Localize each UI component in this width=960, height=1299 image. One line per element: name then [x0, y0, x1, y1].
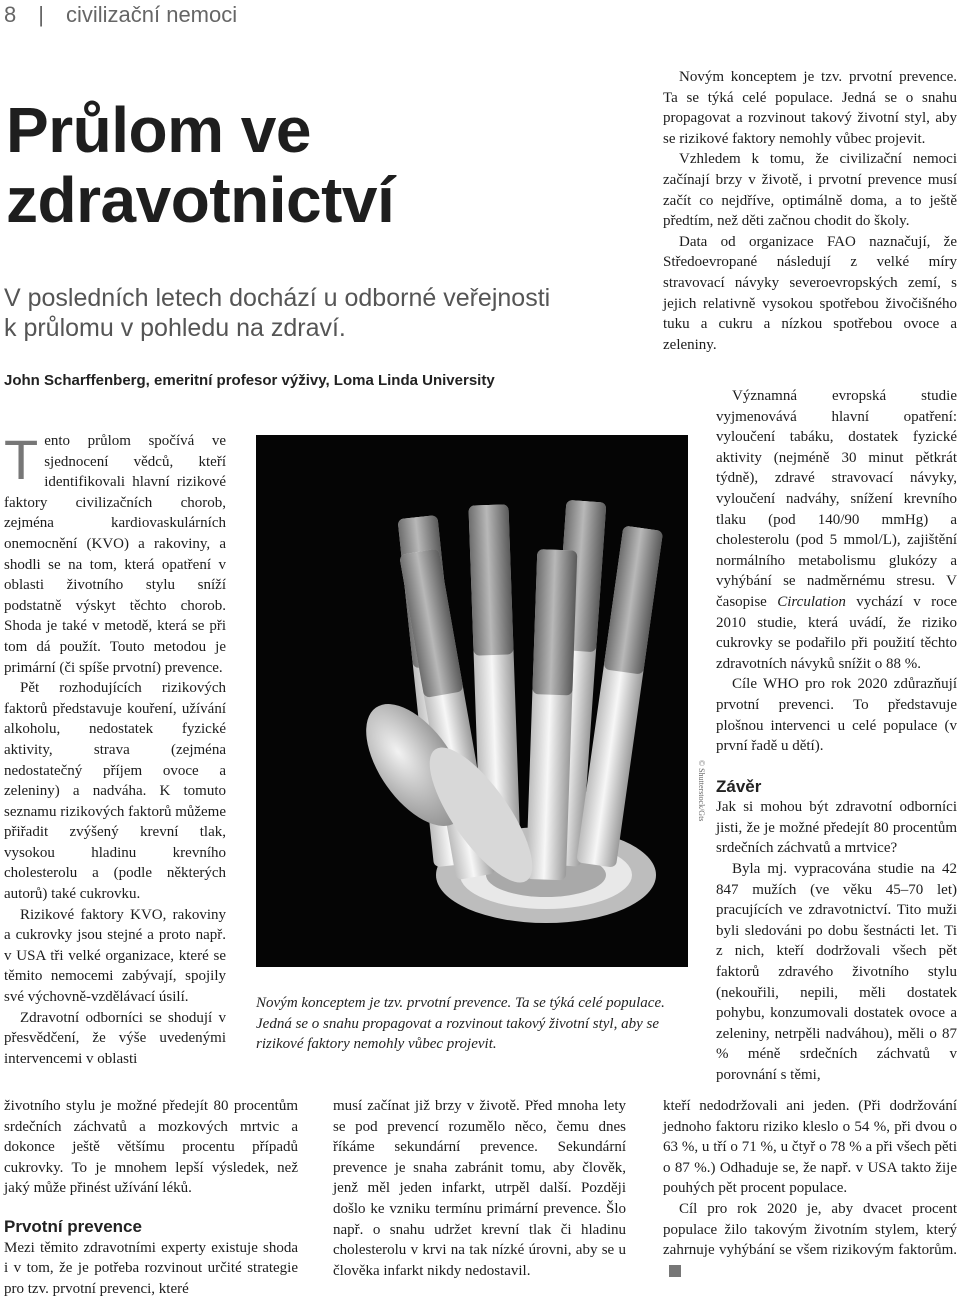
paragraph-experts-a: Zdravotní odborníci se shodují v přesvědčení, že výše uvedenými intervencemi v oblasti	[4, 1009, 226, 1067]
subtitle-line-1: V posledních letech dochází u odborné veřejnosti	[4, 284, 551, 312]
left-column	[4, 428, 226, 1069]
running-header	[4, 2, 237, 28]
paragraph-intro: Tento průlom spočívá ve sjednocení vědců, kteří identifikovali hlavní rizikové faktory civilizačních chorob, zejména kardiovaskulárních onemocnění (KVO) a rakoviny, a shodli se na tom, která opatření v oblasti životního stylu sníží podstatně výskyt těchto chorob. Shoda je také v metodě, která se při tom dá použít. Touto metodou je primární (či spíše prvotní) prevence.	[4, 428, 226, 676]
heading-primary-prevention: Prvotní prevence	[4, 1216, 142, 1236]
paragraph-early-life: Vzhledem k tomu, že civilizační nemoci začínají brzy v životě, i prvotní prevence musí začít co nejdříve, optimálně doma, a to ještě předtím, než děti začnou chodit do školy.	[663, 151, 957, 230]
article-title	[6, 95, 466, 235]
photo-illustration	[256, 435, 688, 967]
right-column-top	[663, 67, 957, 355]
paragraph-experts-b: životního stylu je možné předejít 80 procentům srdečních záchvatů a mozkových mrtvic a dokonce ještě většímu procentu případů cukrovky. To je mnohem lepší výsledek, než jaký může přinést užívání léků.	[4, 1098, 298, 1197]
right-column-bottom	[663, 1096, 957, 1281]
paragraph-conclusion-question: Jak si mohou být zdravotní odborníci jisti, že je možné předejít 80 procentům srdečních záchvatů a mrtvice?	[716, 799, 957, 857]
title-line-1: Průlom ve	[6, 94, 311, 166]
paragraph-european-study: Významná evropská studie vyjmenovává hlavní opatření: vyloučení tabáku, dostatek fyzické aktivity (nejméně 30 minut pětkrát týdně), zdravé stravovací návyky, vyloučení nadváhy, snížení krevního tlaku (pod 140/90 mmHg) a cholesterolu (pod 5 mmol/L), zajištění normálního metabolismu glukózy a vyhýbání se nadměrnému stresu. V časopise Circulation vychází v roce 2010 studie, která uvádí, že riziko cukrovky se podařilo při použití těchto zdravotních návyků snížit o 88 %.	[716, 388, 957, 672]
middle-column	[333, 1096, 626, 1281]
title-line-2: zdravotnictví	[6, 164, 395, 236]
paragraph-study-men-a: Byla mj. vypracována studie na 42 847 mužích (ve věku 45–70 let) pracujících ve zdravotnictví. Tito muži byli sledováni po dobu šestnácti let. Ti z nich, kteří dodržovali všech pět faktorů zdravého životního stylu (nekouřili, nepili, měli dostatek pohybu, konzumovali dostatek ovoce a zeleniny, netrpěli nadváhou), měli o 87 % méně srdečních záchvatů v porovnání s těmi,	[716, 861, 957, 1083]
header-separator: |	[38, 2, 44, 27]
paragraph-risk-factors: Pět rozhodujících rizikových faktorů představuje kouření, užívání alkoholu, nedostatek fyzické aktivity, strava (zejména nedostatečný příjem ovoce a zeleniny) a nadváha. K tomuto seznamu rizikových faktorů můžeme přiřadit zvýšený krevní tlak, vysokou hladinu krevního cholesterolu a (podle některých autorů) také cukrovku.	[4, 680, 226, 903]
paragraph-organizations: Rizikové faktory KVO, rakoviny a cukrovky jsou stejné a proto např. v USA tři velké organizace, které se těmito nemocemi zabývají, spojily své výchovně-vzdělávací úsilí.	[4, 906, 226, 1006]
paragraph-who-goals: Cíle WHO pro rok 2020 zdůrazňují prvotní prevenci. To představuje plošnou intervenci u celé populace (v první řadě u dětí).	[716, 676, 957, 755]
article-author: John Scharffenberg, emeritní profesor výživy, Loma Linda University	[4, 372, 495, 389]
journal-name: Circulation	[777, 593, 846, 610]
paragraph-secondary-prevention: musí začínat již brzy v životě. Před mnoha lety se pod prevencí rozumělo něco, čemu dnes říkáme sekundární prevence. Sekundární prevence je snaha zabránit tomu, aby člověk, jenž měl jeden infarkt, utrpěl další. Později došlo ke vzniku termínu primární prevence. Šlo např. o snahu udržet krevní tlak či hladinu cholesterolu v krvi na tak nízké úrovni, aby se u člověka infarkt nikdy nedostavil.	[333, 1098, 626, 1279]
paragraph-new-concept: Novým konceptem je tzv. prvotní prevence. Ta se týká celé populace. Jedná se o snahu propagovat a rozvinout takový životní styl, aby se rizikové faktory nemohly vůbec projevit.	[663, 69, 957, 147]
page-number: 8	[4, 2, 17, 27]
heading-conclusion: Závěr	[716, 776, 762, 796]
end-of-article-mark	[669, 1265, 681, 1277]
article-subtitle	[4, 283, 644, 343]
drop-cap: T	[4, 428, 39, 491]
right-column-middle	[716, 386, 957, 1086]
photo-caption: Novým konceptem je tzv. prvotní prevence. Ta se týká celé populace. Jedná se o snahu propagovat a rozvinout takový životní styl, aby se rizikové faktory nemohly vůbec projevit.	[256, 995, 665, 1053]
paragraph-goal-2020: Cíl pro rok 2020 je, aby dvacet procent populace žilo takovým životním stylem, který zahrnuje vyhýbání se všem rizikovým faktorům.	[663, 1199, 957, 1281]
photo-credit: © Shutterstock/Gts	[697, 760, 706, 822]
paragraph-study-men-b: kteří nedodržovali ani jeden. (Při dodržování jednoho faktoru riziko kleslo o 54 %, při dvou o 63 %, u tří o 71 %, u čtyř o 78 % a při všech pěti o 87 %.) Odhaduje se, že např. v USA takto žije pouhých pět procent populace.	[663, 1098, 957, 1197]
cigarettes-pacifier-photo	[256, 435, 688, 967]
paragraph-fao-data: Data od organizace FAO naznačují, že Středoevropané následují z velké míry stravovací návyky severoevropských zemí, s jejich relativně vysokou spotřebou živočišného tuku a cukru a nízkou spotřebou ovoce a zeleniny.	[663, 233, 957, 353]
left-column-lower	[4, 1096, 298, 1299]
subtitle-line-2: k průlomu v pohledu na zdraví.	[4, 314, 346, 342]
paragraph-primary-prevention: Mezi těmito zdravotními experty existuje shoda i v tom, že je potřeba rozvinout určité strategie pro tzv. prvotní prevenci, které	[4, 1239, 298, 1297]
section-name: civilizační nemoci	[65, 2, 238, 27]
